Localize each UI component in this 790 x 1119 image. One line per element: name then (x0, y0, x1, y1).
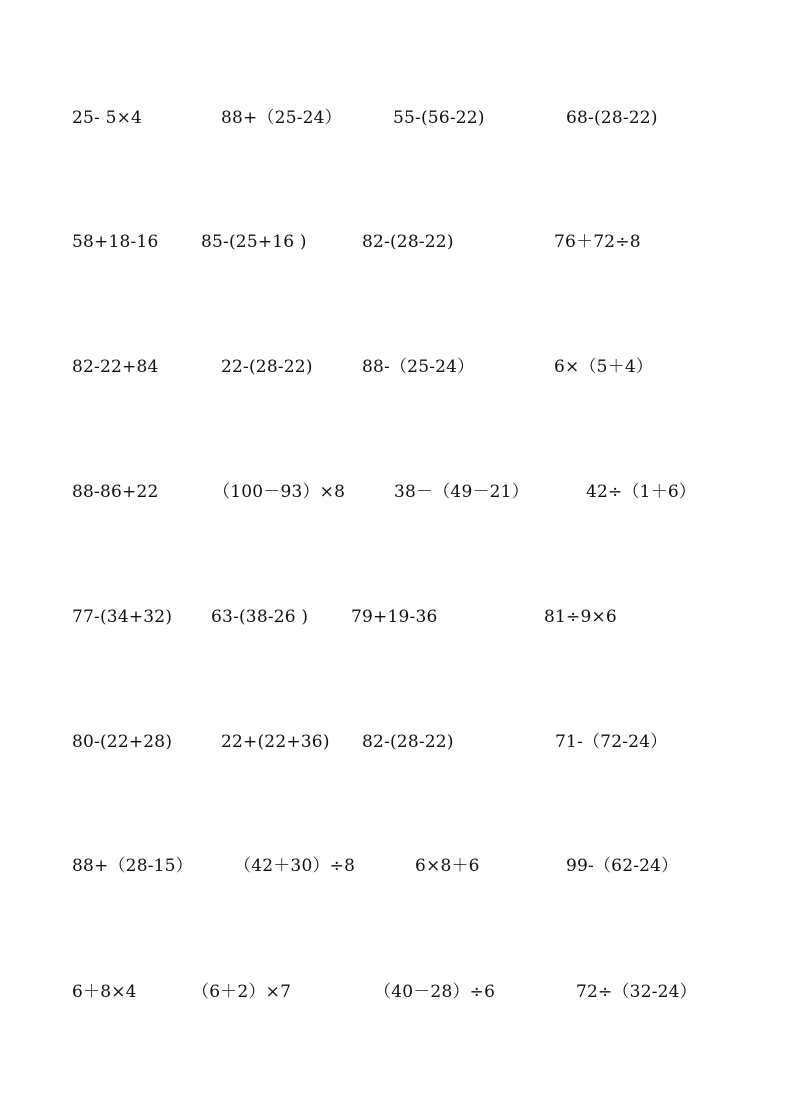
problem: 82-22+84 (72, 357, 159, 377)
problem: 88-（25-24） (362, 357, 475, 377)
problem: （6＋2）×7 (192, 982, 292, 1002)
problem: 88+（28-15） (72, 856, 193, 876)
problem-row-5 (0, 602, 790, 632)
problem: 88-86+22 (72, 482, 159, 502)
problem: （40－28）÷6 (374, 982, 496, 1002)
problem: 71-（72-24） (555, 732, 668, 752)
problem: 81÷9×6 (544, 607, 617, 627)
problem: （42＋30）÷8 (234, 856, 356, 876)
problem: 22+(22+36) (221, 732, 330, 752)
problem: 63-(38-26 ) (211, 607, 309, 627)
problem-row-2 (0, 227, 790, 257)
problem: 6×（5＋4） (554, 357, 654, 377)
problem: 80-(22+28) (72, 732, 173, 752)
problem: 6＋8×4 (72, 982, 137, 1002)
problem: 6×8＋6 (415, 856, 480, 876)
problem: 25- 5×4 (72, 108, 143, 128)
problem: 55-(56-22) (393, 108, 485, 128)
problem: 88+（25-24） (221, 108, 342, 128)
problem: 85-(25+16 ) (201, 232, 307, 252)
problem: 68-(28-22) (566, 108, 658, 128)
problem-row-4 (0, 477, 790, 507)
problem-row-1 (0, 103, 790, 133)
problem: 82-(28-22) (362, 732, 454, 752)
problem: 58+18-16 (72, 232, 159, 252)
problem: （100－93）×8 (213, 482, 346, 502)
problem: 99-（62-24） (566, 856, 679, 876)
problem: 22-(28-22) (221, 357, 313, 377)
problem: 76＋72÷8 (554, 232, 641, 252)
problem: 42÷（1＋6） (586, 482, 697, 502)
problem: 38－（49－21） (394, 482, 529, 502)
problem: 72÷（32-24） (576, 982, 697, 1002)
problem-row-8 (0, 977, 790, 1007)
problem: 77-(34+32) (72, 607, 173, 627)
problem-row-3 (0, 352, 790, 382)
problem-row-7 (0, 851, 790, 881)
problem: 79+19-36 (351, 607, 438, 627)
problem-row-6 (0, 727, 790, 757)
problem: 82-(28-22) (362, 232, 454, 252)
